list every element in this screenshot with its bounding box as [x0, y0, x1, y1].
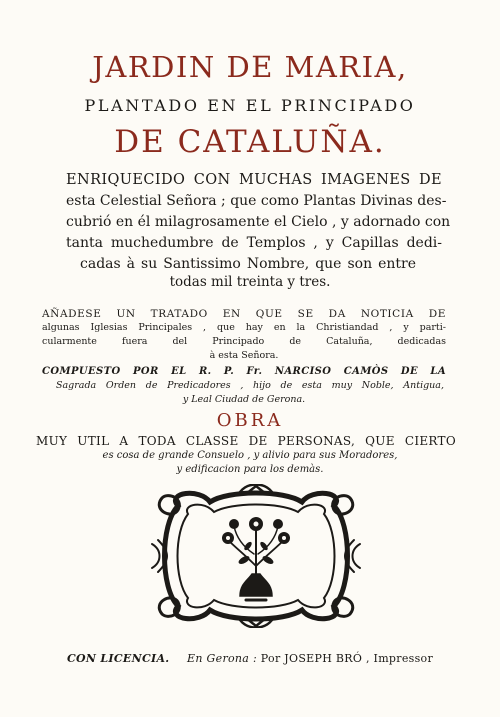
work-line-2: es cosa de grande Consuelo , y alivio para sus Moradores,: [102, 450, 398, 461]
imprint-line: [0, 652, 500, 665]
work-line-1: MUY UTIL A TODA CLASSE DE PERSONAS, QUE CIERTO: [36, 434, 456, 448]
description-line-2: esta Celestial Señora ; que como Plantas Divinas des-: [66, 193, 447, 209]
addendum-line-4: à esta Señora.: [209, 350, 279, 361]
description-line-1: ENRIQUECIDO CON MUCHAS IMAGENES DE: [66, 172, 442, 188]
imprint-place: En Gerona :: [187, 652, 257, 665]
addendum-line-2: algunas Iglesias Principales , que hay en la Christiandad , y parti-: [42, 322, 446, 333]
author-line-3: y Leal Ciudad de Gerona.: [182, 394, 306, 405]
imprint-printer: Por JOSEPH BRÓ , Impressor: [260, 652, 434, 665]
cartouche-ornament-icon: [148, 484, 364, 628]
description-line-6: todas mil treinta y tres.: [169, 274, 331, 290]
addendum-line-3: cularmente fuera del Principado de Cataluña, dedicadas: [42, 336, 446, 347]
addendum-line-1: AÑADESE UN TRATADO EN QUE SE DA NOTICIA DE: [42, 308, 446, 320]
description-line-4: tanta muchedumbre de Templos , y Capillas dedi-: [66, 235, 442, 251]
description-line-5: cadas à su Santissimo Nombre, que son entre: [80, 256, 416, 272]
work-heading: OBRA: [216, 410, 284, 431]
license-text: CON LICENCIA.: [66, 652, 170, 665]
title-line-1: JARDIN DE MARIA,: [92, 50, 408, 84]
author-line-2: Sagrada Orden de Predicadores , hijo de esta muy Noble, Antigua,: [56, 380, 444, 391]
author-line-1: COMPUESTO POR EL R. P. Fr. NARCISO CAMÒS DE LA: [42, 366, 446, 377]
work-line-3: y edificacion para los demàs.: [176, 464, 324, 475]
description-line-3: cubrió en él milagrosamente el Cielo , y adornado con: [66, 214, 451, 230]
title-line-3: DE CATALUÑA.: [114, 124, 386, 160]
title-line-2: PLANTADO EN EL PRINCIPADO: [84, 96, 416, 115]
